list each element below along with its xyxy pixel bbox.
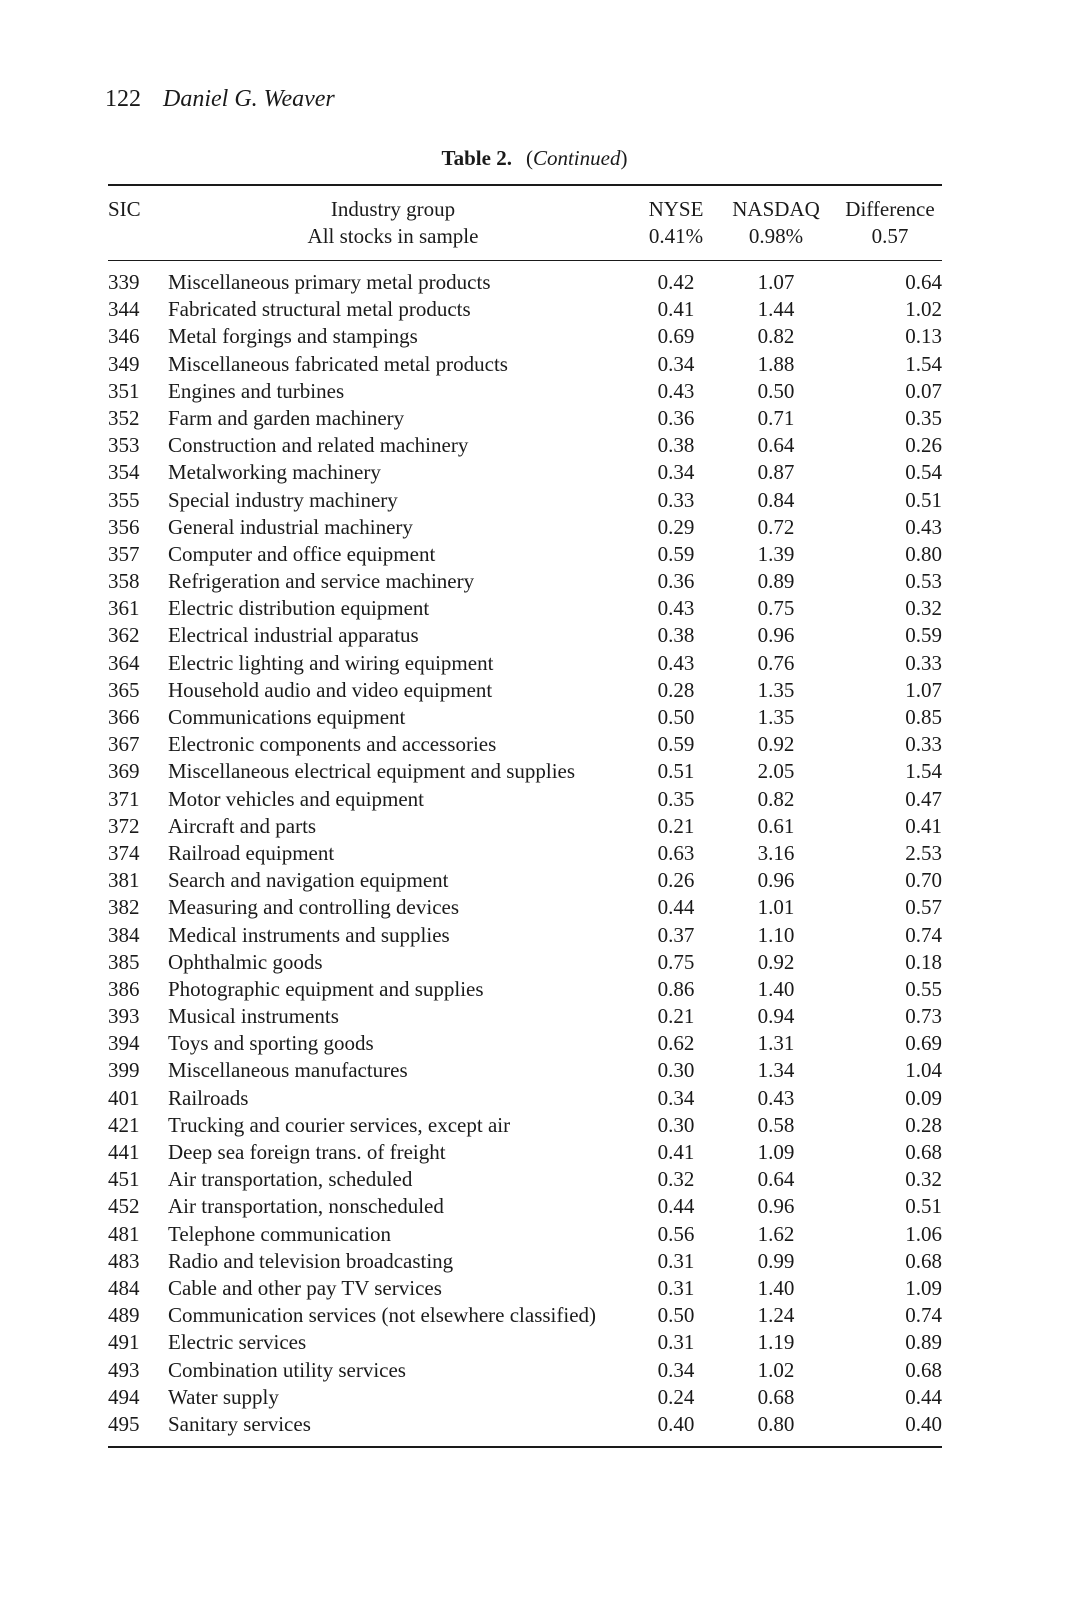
cell-nyse: 0.31 <box>657 1248 695 1273</box>
cell-sic: 384 <box>108 922 140 947</box>
cell-nasdaq: 0.50 <box>757 378 795 403</box>
cell-nyse: 0.51 <box>657 759 695 784</box>
cell-industry: Electric lighting and wiring equipment <box>168 650 494 675</box>
cell-industry: Radio and television broadcasting <box>168 1248 454 1273</box>
cell-nyse: 0.44 <box>657 1194 695 1219</box>
cell-nyse: 0.43 <box>657 596 695 621</box>
cell-industry: Metal forgings and stampings <box>168 324 418 349</box>
cell-industry: Miscellaneous primary metal products <box>168 270 491 294</box>
cell-sic: 491 <box>108 1330 140 1355</box>
cell-difference: 0.89 <box>905 1330 942 1355</box>
cell-sic: 367 <box>108 732 140 757</box>
table-row <box>108 704 942 731</box>
header-difference: Difference <box>845 197 935 221</box>
cell-industry: Railroad equipment <box>168 840 335 865</box>
cell-sic: 393 <box>108 1004 140 1029</box>
cell-sic: 484 <box>108 1275 140 1300</box>
cell-nyse: 0.44 <box>657 895 695 920</box>
cell-nasdaq: 0.96 <box>757 868 795 893</box>
cell-industry: Telephone communication <box>168 1221 392 1246</box>
cell-sic: 358 <box>108 569 140 594</box>
cell-nasdaq: 0.64 <box>757 433 795 458</box>
cell-nasdaq: 0.80 <box>757 1411 795 1436</box>
summary-label: All stocks in sample <box>307 224 479 248</box>
cell-sic: 362 <box>108 623 140 648</box>
table-row <box>108 1357 942 1384</box>
cell-difference: 0.74 <box>905 922 942 947</box>
cell-nasdaq: 1.40 <box>757 976 795 1001</box>
cell-difference: 1.02 <box>905 297 942 322</box>
cell-nyse: 0.21 <box>657 813 695 838</box>
cell-nasdaq: 0.64 <box>757 1167 795 1192</box>
cell-difference: 0.55 <box>905 976 942 1001</box>
cell-sic: 369 <box>108 759 140 784</box>
cell-difference: 0.74 <box>905 1303 942 1328</box>
table-row <box>108 487 942 514</box>
cell-nasdaq: 3.16 <box>757 840 795 865</box>
table-row <box>108 1411 942 1438</box>
cell-nasdaq: 1.44 <box>757 297 795 322</box>
cell-industry: Electrical industrial apparatus <box>168 623 419 648</box>
cell-difference: 0.33 <box>905 732 942 757</box>
cell-difference: 0.32 <box>905 1167 942 1192</box>
cell-difference: 1.54 <box>905 759 942 784</box>
table-row <box>108 568 942 595</box>
cell-industry: Trucking and courier services, except air <box>168 1112 511 1137</box>
cell-difference: 1.54 <box>905 351 942 376</box>
table-row <box>108 405 942 432</box>
cell-industry: Musical instruments <box>168 1004 339 1029</box>
cell-sic: 339 <box>108 270 140 294</box>
cell-industry: Water supply <box>168 1384 279 1409</box>
cell-nasdaq: 1.35 <box>757 677 795 702</box>
cell-nyse: 0.38 <box>657 623 695 648</box>
cell-nyse: 0.24 <box>657 1384 695 1409</box>
cell-sic: 489 <box>108 1303 140 1328</box>
cell-nasdaq: 0.96 <box>757 623 795 648</box>
cell-difference: 0.70 <box>905 868 942 893</box>
cell-nasdaq: 0.87 <box>757 460 795 485</box>
cell-sic: 372 <box>108 813 140 838</box>
cell-nyse: 0.59 <box>657 541 695 566</box>
cell-nyse: 0.86 <box>657 976 695 1001</box>
cell-difference: 0.68 <box>905 1248 942 1273</box>
cell-sic: 494 <box>108 1384 140 1409</box>
cell-nyse: 0.26 <box>657 868 695 893</box>
cell-nyse: 0.34 <box>657 1357 695 1382</box>
cell-industry: Sanitary services <box>168 1411 311 1436</box>
table-row <box>108 541 942 568</box>
cell-nyse: 0.56 <box>657 1221 695 1246</box>
author-name: Daniel G. Weaver <box>163 86 335 112</box>
cell-sic: 386 <box>108 976 140 1001</box>
cell-industry: General industrial machinery <box>168 514 413 539</box>
cell-nyse: 0.62 <box>657 1031 695 1056</box>
table-row <box>108 1139 942 1166</box>
cell-nasdaq: 1.24 <box>757 1303 795 1328</box>
cell-nyse: 0.40 <box>657 1411 695 1436</box>
cell-industry: Cable and other pay TV services <box>168 1275 442 1300</box>
table-row <box>108 459 942 486</box>
cell-difference: 0.54 <box>905 460 942 485</box>
cell-difference: 1.07 <box>905 677 942 702</box>
cell-nasdaq: 1.10 <box>757 922 795 947</box>
cell-sic: 365 <box>108 677 140 702</box>
cell-industry: Communications equipment <box>168 705 406 729</box>
continued-text: Continued <box>532 146 621 170</box>
cell-nasdaq: 1.62 <box>757 1221 795 1246</box>
cell-nasdaq: 1.02 <box>757 1357 795 1382</box>
cell-nyse: 0.30 <box>657 1112 695 1137</box>
table-row <box>108 1003 942 1030</box>
cell-industry: Construction and related machinery <box>168 433 469 458</box>
table-row <box>108 813 942 840</box>
cell-difference: 0.07 <box>905 378 942 403</box>
cell-difference: 0.51 <box>905 1194 942 1219</box>
cell-sic: 451 <box>108 1167 140 1192</box>
table-row <box>108 1248 942 1275</box>
table-row <box>108 514 942 541</box>
table-row <box>108 1329 942 1356</box>
cell-difference: 0.35 <box>905 405 942 430</box>
cell-difference: 0.53 <box>905 569 942 594</box>
cell-difference: 0.68 <box>905 1357 942 1382</box>
bottom-rule <box>108 1446 942 1448</box>
cell-nyse: 0.34 <box>657 460 695 485</box>
cell-nasdaq: 0.92 <box>757 949 795 974</box>
cell-industry: Miscellaneous manufactures <box>168 1058 408 1083</box>
cell-industry: Miscellaneous fabricated metal products <box>168 351 508 376</box>
table-row <box>108 1221 942 1248</box>
table-row <box>108 432 942 459</box>
cell-difference: 0.47 <box>905 786 942 811</box>
cell-nasdaq: 0.72 <box>757 514 795 539</box>
cell-nasdaq: 0.89 <box>757 569 795 594</box>
table-label: Table 2. <box>441 146 512 170</box>
cell-sic: 366 <box>108 705 140 729</box>
cell-sic: 452 <box>108 1194 140 1219</box>
table-row <box>108 296 942 323</box>
cell-sic: 399 <box>108 1058 140 1083</box>
cell-difference: 0.80 <box>905 541 942 566</box>
cell-nasdaq: 0.43 <box>757 1085 795 1110</box>
cell-nyse: 0.50 <box>657 705 695 729</box>
cell-sic: 481 <box>108 1221 140 1246</box>
cell-industry: Refrigeration and service machinery <box>168 569 475 594</box>
cell-difference: 0.69 <box>905 1031 942 1056</box>
table-row <box>108 922 942 949</box>
cell-nasdaq: 0.71 <box>757 405 795 430</box>
cell-sic: 349 <box>108 351 140 376</box>
table-row <box>108 1112 942 1139</box>
cell-nasdaq: 0.99 <box>757 1248 795 1273</box>
cell-sic: 361 <box>108 596 140 621</box>
cell-industry: Engines and turbines <box>168 378 345 403</box>
cell-sic: 374 <box>108 840 140 865</box>
table-row <box>108 650 942 677</box>
cell-nyse: 0.29 <box>657 514 695 539</box>
cell-industry: Combination utility services <box>168 1357 406 1382</box>
table-row <box>108 758 942 785</box>
cell-industry: Air transportation, nonscheduled <box>168 1194 444 1219</box>
cell-difference: 0.32 <box>905 596 942 621</box>
cell-nyse: 0.31 <box>657 1330 695 1355</box>
cell-difference: 0.41 <box>905 813 942 838</box>
cell-industry: Special industry machinery <box>168 487 398 512</box>
cell-nyse: 0.34 <box>657 1085 695 1110</box>
cell-nasdaq: 0.68 <box>757 1384 795 1409</box>
header-nasdaq: NASDAQ <box>732 197 820 221</box>
table-row <box>108 1085 942 1112</box>
cell-difference: 0.59 <box>905 623 942 648</box>
table-row <box>108 1384 942 1411</box>
cell-nyse: 0.34 <box>657 351 695 376</box>
cell-industry: Computer and office equipment <box>168 541 436 566</box>
cell-nyse: 0.63 <box>657 840 695 865</box>
cell-difference: 1.09 <box>905 1275 942 1300</box>
cell-nyse: 0.69 <box>657 324 695 349</box>
cell-sic: 483 <box>108 1248 140 1273</box>
cell-nasdaq: 1.01 <box>757 895 795 920</box>
cell-industry: Miscellaneous electrical equipment and supplies <box>168 759 576 784</box>
cell-nyse: 0.43 <box>657 378 695 403</box>
cell-sic: 364 <box>108 650 140 675</box>
cell-nasdaq: 1.35 <box>757 705 795 729</box>
table-row <box>108 595 942 622</box>
cell-industry: Aircraft and parts <box>168 813 317 838</box>
table-row <box>108 786 942 813</box>
cell-sic: 394 <box>108 1031 140 1056</box>
table-row <box>108 351 942 378</box>
table-row <box>108 323 942 350</box>
cell-sic: 354 <box>108 460 140 485</box>
cell-difference: 0.09 <box>905 1085 942 1110</box>
cell-difference: 0.26 <box>905 433 942 458</box>
table-row <box>108 1166 942 1193</box>
summary-nyse: 0.41% <box>648 224 704 248</box>
cell-nyse: 0.36 <box>657 405 695 430</box>
table-continued: (Continued) <box>525 146 628 170</box>
cell-nasdaq: 0.84 <box>757 487 795 512</box>
cell-nyse: 0.30 <box>657 1058 695 1083</box>
cell-nasdaq: 1.07 <box>757 270 795 294</box>
cell-nyse: 0.32 <box>657 1167 695 1192</box>
table-row <box>108 269 942 296</box>
cell-nasdaq: 0.96 <box>757 1194 795 1219</box>
table-row <box>108 976 942 1003</box>
cell-industry: Measuring and controlling devices <box>168 895 460 920</box>
summary-nasdaq: 0.98% <box>748 224 804 248</box>
cell-difference: 0.33 <box>905 650 942 675</box>
table-row <box>108 840 942 867</box>
table-row <box>108 894 942 921</box>
cell-sic: 344 <box>108 297 140 322</box>
cell-industry: Railroads <box>168 1085 249 1110</box>
cell-difference: 0.28 <box>905 1112 942 1137</box>
cell-sic: 351 <box>108 378 140 403</box>
summary-difference: 0.57 <box>871 224 909 248</box>
cell-nyse: 0.28 <box>657 677 695 702</box>
data-table <box>108 184 942 1448</box>
cell-industry: Motor vehicles and equipment <box>168 786 425 811</box>
table-row <box>108 378 942 405</box>
table-row <box>108 1275 942 1302</box>
cell-industry: Deep sea foreign trans. of freight <box>168 1140 446 1164</box>
cell-sic: 371 <box>108 786 140 811</box>
cell-difference: 0.18 <box>905 949 942 974</box>
cell-nyse: 0.59 <box>657 732 695 757</box>
cell-sic: 385 <box>108 949 140 974</box>
cell-industry: Toys and sporting goods <box>168 1031 374 1056</box>
cell-industry: Ophthalmic goods <box>168 949 323 974</box>
cell-industry: Communication services (not elsewhere classified) <box>168 1303 597 1328</box>
cell-sic: 356 <box>108 514 140 539</box>
cell-nasdaq: 1.19 <box>757 1330 795 1355</box>
cell-difference: 0.85 <box>905 705 942 729</box>
cell-nasdaq: 0.75 <box>757 596 795 621</box>
cell-sic: 401 <box>108 1085 140 1110</box>
cell-nasdaq: 0.61 <box>757 813 795 838</box>
cell-nasdaq: 1.40 <box>757 1275 795 1300</box>
cell-sic: 352 <box>108 405 140 430</box>
cell-nasdaq: 1.09 <box>757 1140 795 1164</box>
cell-nyse: 0.37 <box>657 922 695 947</box>
running-head <box>105 86 335 113</box>
cell-difference: 0.51 <box>905 487 942 512</box>
cell-sic: 357 <box>108 541 140 566</box>
cell-difference: 0.44 <box>905 1384 942 1409</box>
table-row <box>108 1030 942 1057</box>
cell-sic: 495 <box>108 1411 140 1436</box>
cell-sic: 355 <box>108 487 140 512</box>
cell-difference: 0.40 <box>905 1411 942 1436</box>
cell-difference: 0.13 <box>905 324 942 349</box>
cell-nyse: 0.36 <box>657 569 695 594</box>
cell-industry: Metalworking machinery <box>168 460 381 485</box>
cell-nasdaq: 0.94 <box>757 1004 795 1029</box>
cell-nyse: 0.75 <box>657 949 695 974</box>
cell-difference: 0.68 <box>905 1140 942 1164</box>
cell-nyse: 0.43 <box>657 650 695 675</box>
header-sic: SIC <box>108 197 141 221</box>
cell-sic: 421 <box>108 1112 140 1137</box>
cell-nasdaq: 0.58 <box>757 1112 795 1137</box>
cell-difference: 1.04 <box>905 1058 942 1083</box>
cell-sic: 353 <box>108 433 140 458</box>
table-row <box>108 1057 942 1084</box>
cell-nasdaq: 1.88 <box>757 351 795 376</box>
table-header <box>108 186 942 260</box>
table-row <box>108 867 942 894</box>
cell-sic: 382 <box>108 895 140 920</box>
cell-nyse: 0.38 <box>657 433 695 458</box>
cell-difference: 0.43 <box>905 514 942 539</box>
cell-difference: 0.64 <box>905 270 942 294</box>
cell-nasdaq: 1.31 <box>757 1031 795 1056</box>
cell-industry: Electric services <box>168 1330 307 1355</box>
cell-nasdaq: 0.82 <box>757 786 795 811</box>
cell-industry: Search and navigation equipment <box>168 868 449 893</box>
cell-nasdaq: 0.82 <box>757 324 795 349</box>
table-row <box>108 1302 942 1329</box>
cell-sic: 493 <box>108 1357 140 1382</box>
cell-nasdaq: 0.76 <box>757 650 795 675</box>
cell-industry: Photographic equipment and supplies <box>168 976 484 1001</box>
cell-nyse: 0.33 <box>657 487 695 512</box>
cell-nyse: 0.21 <box>657 1004 695 1029</box>
cell-nyse: 0.50 <box>657 1303 695 1328</box>
page-number: 122 <box>105 86 141 112</box>
cell-nyse: 0.31 <box>657 1275 695 1300</box>
cell-nasdaq: 2.05 <box>757 759 795 784</box>
cell-sic: 441 <box>108 1140 140 1164</box>
cell-industry: Farm and garden machinery <box>168 405 405 430</box>
cell-industry: Medical instruments and supplies <box>168 922 450 947</box>
table-row <box>108 1193 942 1220</box>
cell-industry: Electronic components and accessories <box>168 732 497 757</box>
cell-nyse: 0.35 <box>657 786 695 811</box>
header-nyse: NYSE <box>648 197 704 221</box>
cell-difference: 2.53 <box>905 840 942 865</box>
cell-industry: Fabricated structural metal products <box>168 297 471 322</box>
cell-industry: Household audio and video equipment <box>168 677 493 702</box>
cell-industry: Electric distribution equipment <box>168 596 430 621</box>
cell-nasdaq: 1.39 <box>757 541 795 566</box>
cell-nasdaq: 1.34 <box>757 1058 795 1083</box>
cell-nasdaq: 0.92 <box>757 732 795 757</box>
table-row <box>108 949 942 976</box>
cell-difference: 1.06 <box>905 1221 942 1246</box>
table-row <box>108 622 942 649</box>
header-industry-group: Industry group <box>330 197 456 221</box>
cell-difference: 0.57 <box>905 895 942 920</box>
cell-sic: 381 <box>108 868 140 893</box>
table-body <box>108 261 942 1446</box>
cell-difference: 0.73 <box>905 1004 942 1029</box>
table-caption <box>0 146 1069 171</box>
table-row <box>108 731 942 758</box>
cell-sic: 346 <box>108 324 140 349</box>
cell-nyse: 0.41 <box>657 297 695 322</box>
table-row <box>108 677 942 704</box>
cell-nyse: 0.42 <box>657 270 695 294</box>
cell-industry: Air transportation, scheduled <box>168 1167 413 1192</box>
cell-nyse: 0.41 <box>657 1140 695 1164</box>
